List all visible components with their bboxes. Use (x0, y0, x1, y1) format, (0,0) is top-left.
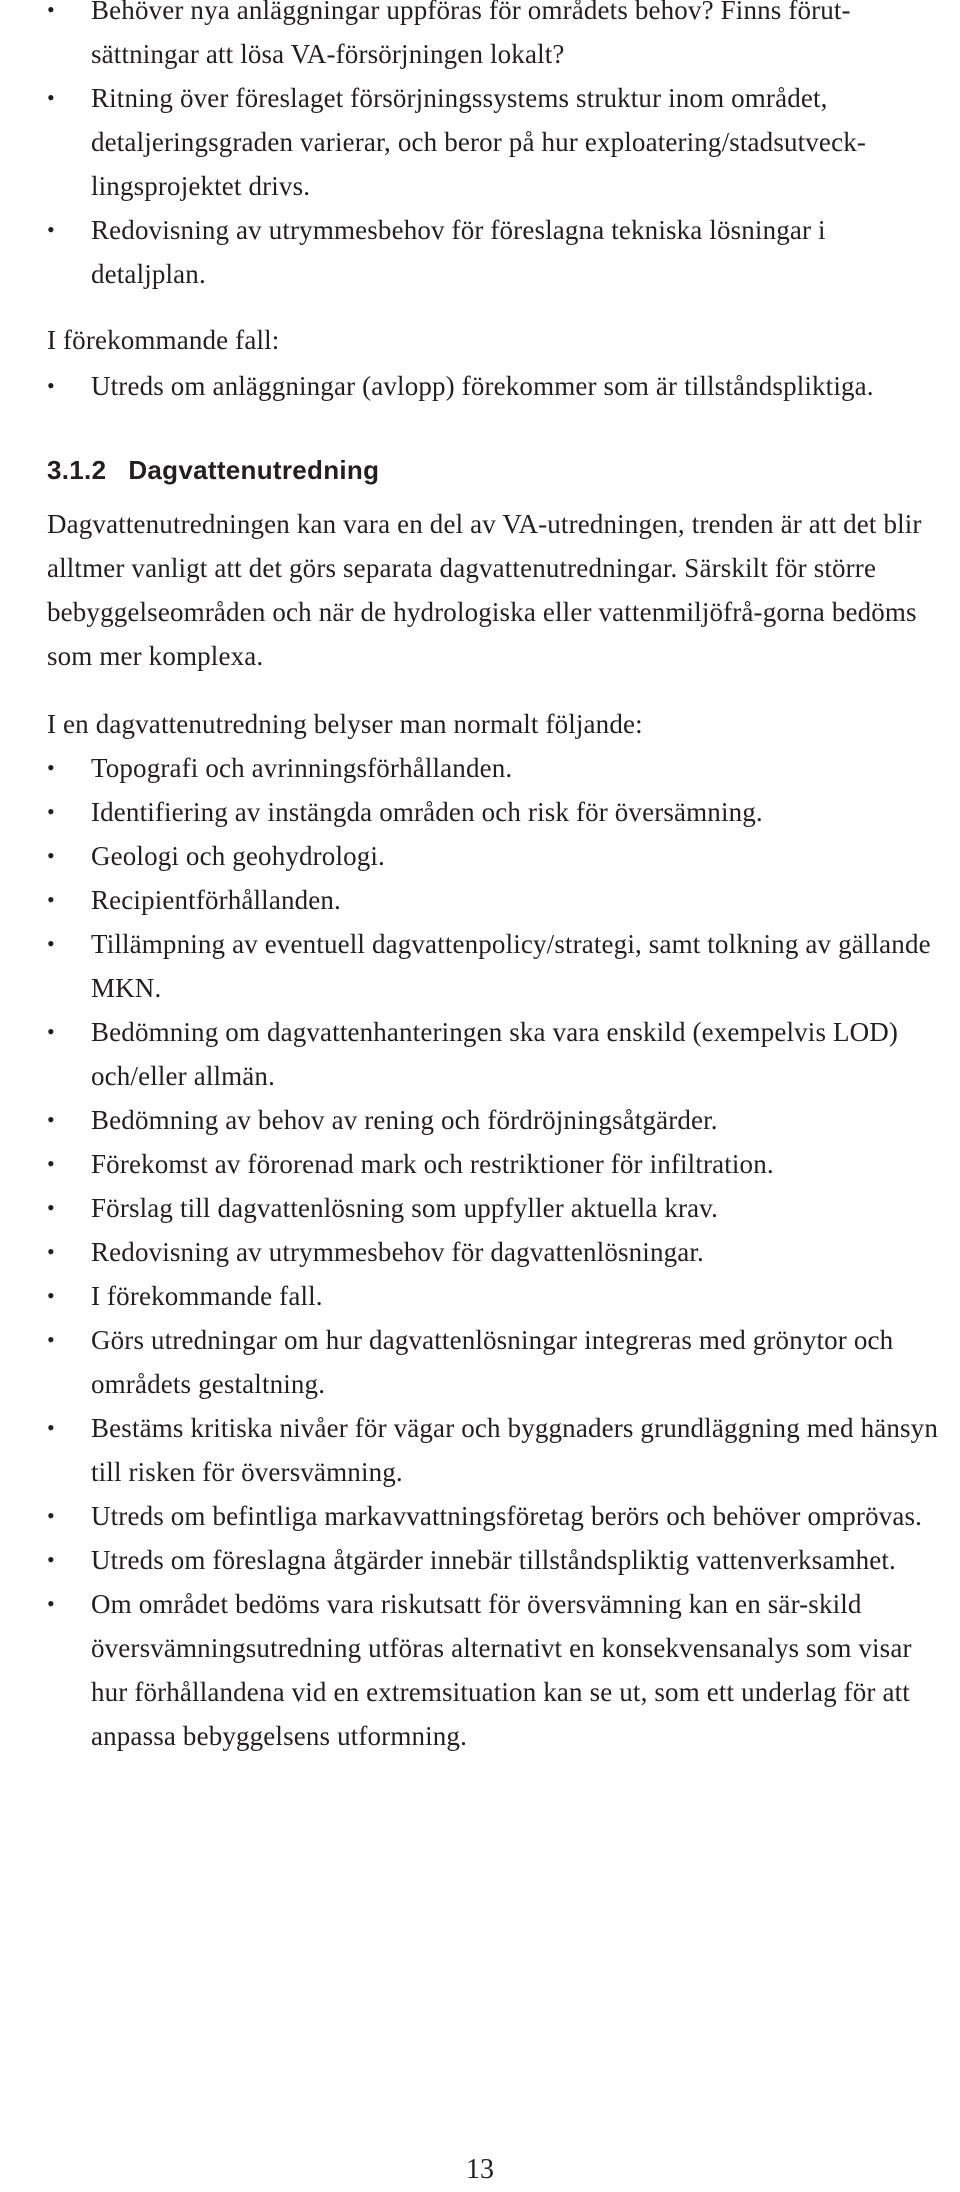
if-applicable-label: I förekommande fall: (47, 325, 280, 355)
list-item-text: Tillämpning av eventuell dagvattenpolicy/strategi, samt tolkning av gällande MKN. (91, 929, 931, 1003)
list-item (47, 1010, 947, 1098)
bullet: • (47, 1415, 55, 1440)
bullet: • (47, 1195, 55, 1220)
bullet: • (47, 843, 55, 868)
bullet: • (47, 217, 55, 242)
list-item-text: Bedömning av behov av rening och fördröjningsåtgärder. (91, 1105, 718, 1135)
bullet: • (47, 1107, 55, 1132)
list-item-text: Identifiering av instängda områden och risk för översämning. (91, 797, 763, 827)
list-item (47, 76, 947, 208)
section-title: Dagvattenutredning (128, 455, 380, 485)
bullet: • (47, 1327, 55, 1352)
list-item (47, 1098, 947, 1142)
requirements-list (47, 0, 947, 296)
list-item (47, 208, 947, 296)
list-item-text: Förekomst av förorenad mark och restriktioner för infiltration. (91, 1149, 774, 1179)
section-heading (47, 448, 947, 492)
bullet: • (47, 1283, 55, 1308)
bullet: • (47, 1591, 55, 1616)
bullet: • (47, 1547, 55, 1572)
list-item-text: Förslag till dagvattenlösning som uppfyller aktuella krav. (91, 1193, 719, 1223)
stormwater-topics-list (47, 746, 947, 1758)
bullet: • (47, 887, 55, 912)
list-item-text: Utreds om anläggningar (avlopp) förekommer som är tillståndspliktiga. (91, 371, 874, 401)
list-item (47, 1142, 947, 1186)
bullet: • (47, 85, 55, 110)
section-intro: I en dagvattenutredning belyser man normalt följande: (47, 709, 643, 739)
list-item-text: Bedömning om dagvattenhanteringen ska vara enskild (exempelvis LOD) och/eller allmän. (91, 1017, 899, 1091)
bullet: • (47, 1239, 55, 1264)
list-item-text: Om området bedöms vara riskutsatt för översvämning kan en sär-skild översvämningsutredning utföras alternativt en konsekvensanalys som visar hur förhållandena vid en extremsituation kan se ut, som ett underlag för att anpassa bebyggelsens utformning. (91, 1589, 912, 1751)
list-item (47, 1406, 947, 1494)
section-number: 3.1.2 (47, 455, 107, 485)
list-item (47, 1230, 947, 1274)
list-item (47, 364, 947, 408)
list-item-text: Utreds om befintliga markavvattningsföretag berörs och behöver omprövas. (91, 1501, 923, 1531)
if-applicable-list (47, 364, 947, 408)
bullet: • (47, 799, 55, 824)
list-item-text: Utreds om föreslagna åtgärder innebär tillståndspliktig vattenverksamhet. (91, 1545, 896, 1575)
list-item (47, 0, 947, 76)
bullet: • (47, 1019, 55, 1044)
bullet: • (47, 1151, 55, 1176)
list-item-text: Redovisning av utrymmesbehov för föreslagna tekniska lösningar i detaljplan. (91, 215, 826, 289)
list-item (47, 790, 947, 834)
list-item-text: Topografi och avrinningsförhållanden. (91, 753, 513, 783)
bullet: • (47, 931, 55, 956)
list-item-text: Görs utredningar om hur dagvattenlösningar integreras med grönytor och områdets gestaltning. (91, 1325, 894, 1399)
bullet: • (47, 755, 55, 780)
list-item-text: Geologi och geohydrologi. (91, 841, 385, 871)
document-page (47, 0, 947, 1758)
list-item-text: Ritning över föreslaget försörjningssystems struktur inom området, detaljeringsgraden varierar, och beror på hur exploatering/stadsutveck-lingsprojektet drivs. (91, 83, 866, 201)
list-item (47, 878, 947, 922)
list-item (47, 746, 947, 790)
list-item-text: Behöver nya anläggningar uppföras för områdets behov? Finns förut-sättningar att lösa VA-försörjningen lokalt? (91, 0, 851, 69)
bullet: • (47, 373, 55, 398)
page-number: 13 (466, 2154, 494, 2185)
list-item (47, 1538, 947, 1582)
list-item-text: Recipientförhållanden. (91, 885, 341, 915)
list-item (47, 1274, 947, 1318)
section-paragraph: Dagvattenutredningen kan vara en del av VA-utredningen, trenden är att det blir alltmer vanligt att det görs separata dagvattenutredningar. Särskilt för större bebyggelseområden och när de hydrologiska eller vattenmiljöfrå-gorna bedöms som mer komplexa. (47, 509, 922, 671)
list-item (47, 1582, 947, 1758)
list-item-text: Redovisning av utrymmesbehov för dagvattenlösningar. (91, 1237, 704, 1267)
list-item (47, 1494, 947, 1538)
list-item-text: Bestäms kritiska nivåer för vägar och byggnaders grundläggning med hänsyn till risken för översvämning. (91, 1413, 938, 1487)
list-item (47, 1186, 947, 1230)
list-item (47, 834, 947, 878)
list-item-text: I förekommande fall. (91, 1281, 323, 1311)
bullet: • (47, 0, 55, 22)
bullet: • (47, 1503, 55, 1528)
list-item (47, 1318, 947, 1406)
list-item (47, 922, 947, 1010)
